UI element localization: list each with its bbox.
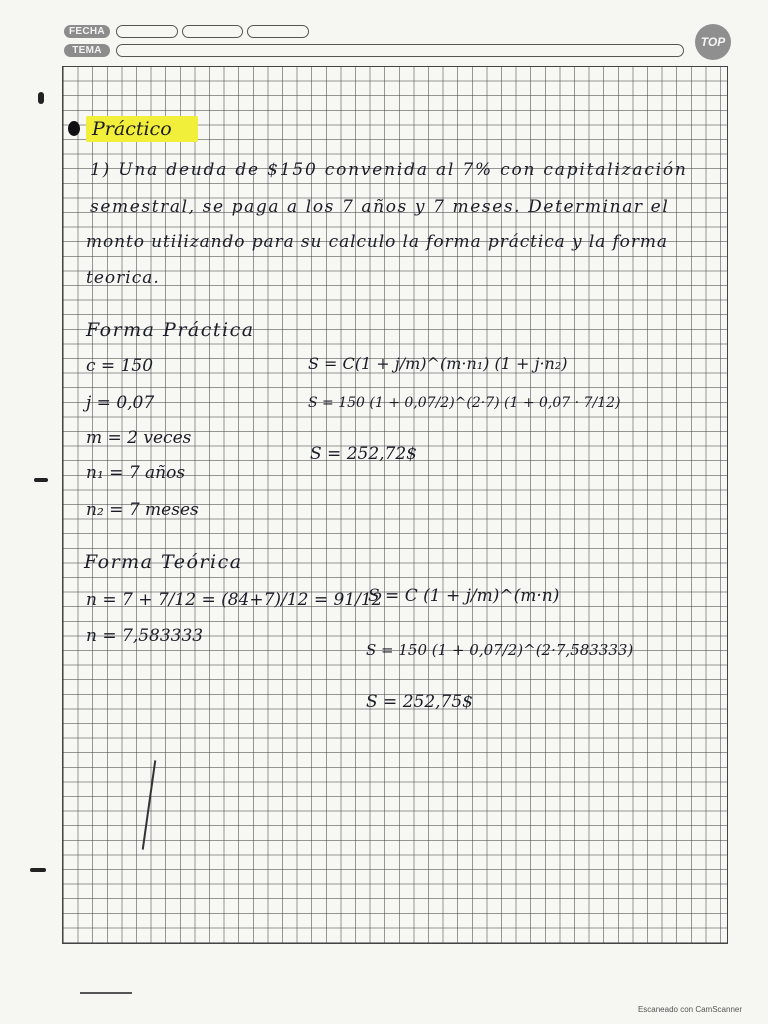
- fecha-year-box: [247, 25, 309, 38]
- bottom-line: [80, 992, 132, 994]
- practical-formula: S = C(1 + j/m)^(m·n₁) (1 + j·n₂): [308, 354, 568, 373]
- theoretical-n-value: n = 7,583333: [86, 626, 204, 646]
- given-m: m = 2 veces: [86, 428, 192, 448]
- theoretical-formula: S = C (1 + j/m)^(m·n): [368, 586, 560, 606]
- fecha-day-box: [116, 25, 178, 38]
- theoretical-n-line: n = 7 + 7/12 = (84+7)/12 = 91/12: [86, 590, 383, 610]
- theoretical-result: S = 252,75$: [366, 692, 473, 712]
- problem-line-2: semestral, se paga a los 7 años y 7 meses. Determinar el: [90, 197, 670, 217]
- margin-mark: [38, 92, 44, 104]
- section-title: Práctico: [92, 118, 172, 140]
- given-n1: n₁ = 7 años: [86, 463, 186, 483]
- given-c: c = 150: [86, 356, 154, 376]
- margin-mark: [30, 868, 46, 872]
- scanner-watermark: Escaneado con CamScanner: [637, 1005, 742, 1014]
- theoretical-substitution: S = 150 (1 + 0,07/2)^(2·7,583333): [366, 641, 634, 659]
- problem-line-4: teorica.: [86, 268, 160, 288]
- practical-result: S = 252,72$: [310, 444, 417, 464]
- fecha-month-box: [182, 25, 243, 38]
- given-n2: n₂ = 7 meses: [86, 500, 199, 520]
- bullet-dot: [68, 121, 80, 136]
- brand-logo: TOP: [695, 24, 731, 60]
- margin-mark: [34, 478, 48, 482]
- fecha-label: FECHA: [64, 25, 110, 38]
- practical-heading: Forma Práctica: [86, 319, 255, 341]
- practical-substitution: S = 150 (1 + 0,07/2)^(2·7) (1 + 0,07 · 7/12): [308, 395, 621, 411]
- theoretical-heading: Forma Teórica: [84, 551, 243, 573]
- given-j: j = 0,07: [86, 393, 155, 413]
- problem-line-1: 1) Una deuda de $150 convenida al 7% con capitalización: [90, 160, 688, 180]
- problem-line-3: monto utilizando para su calculo la forma práctica y la forma: [86, 232, 668, 252]
- tema-box: [116, 44, 684, 57]
- tema-label: TEMA: [64, 44, 110, 57]
